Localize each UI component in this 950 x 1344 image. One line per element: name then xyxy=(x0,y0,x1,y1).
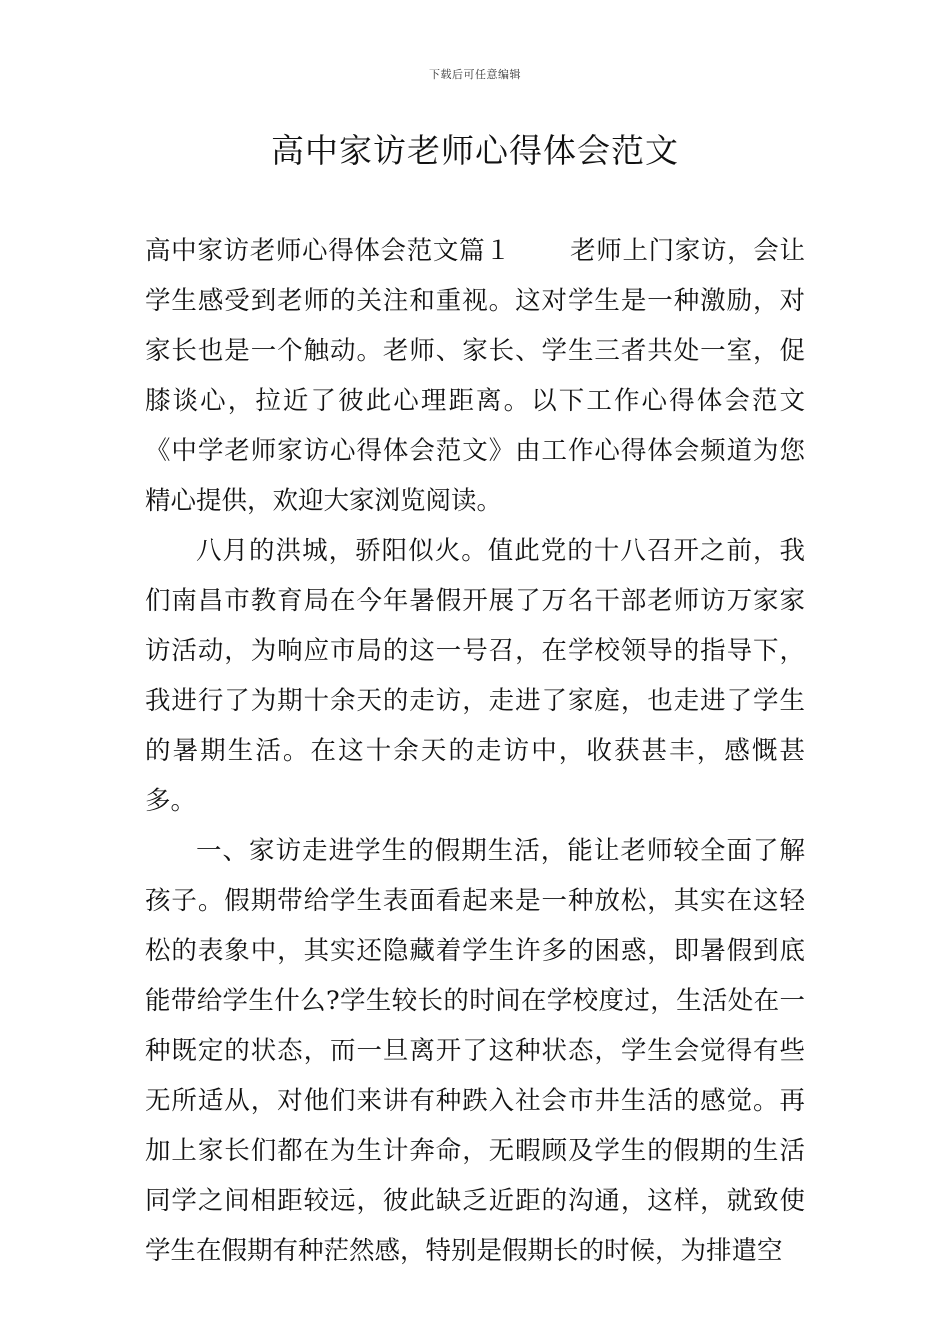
paragraph-2: 八月的洪城，骄阳似火。值此党的十八召开之前，我们南昌市教育局在今年暑假开展了万名干部老师访万家家访活动，为响应市局的这一号召，在学校领导的指导下，我进行了为期十余天的走访，走进了家庭，也走进了学生的暑期生活。在这十余天的走访中，收获甚丰，感慨甚多。 xyxy=(145,536,805,816)
header-note: 下载后可任意编辑 xyxy=(429,68,521,81)
paragraph-1-text: 老师上门家访，会让学生感受到老师的关注和重视。这对学生是一种激励，对家长也是一个触动。老师、家长、学生三者共处一室，促膝谈心，拉近了彼此心理距离。以下工作心得体会范文《中学老师家访心得体会范文》由工作心得体会频道为您精心提供，欢迎大家浏览阅读。 xyxy=(145,236,805,516)
document-title: 高中家访老师心得体会范文 xyxy=(271,131,679,170)
paragraph-3: 一、家访走进学生的假期生活，能让老师较全面了解孩子。假期带给学生表面看起来是一种放松，其实在这轻松的表象中，其实还隐藏着学生许多的困惑，即暑假到底能带给学生什么?学生较长的时间在学校度过，生活处在一种既定的状态，而一旦离开了这种状态，学生会觉得有些无所适从，对他们来讲有种跌入社会市井生活的感觉。再加上家长们都在为生计奔命，无暇顾及学生的假期的生活同学之间相距较远，彼此缺乏近距的沟通，这样，就致使学生在假期有种茫然感，特别是假期长的时候，为排遣空 xyxy=(145,836,805,1266)
paragraph-1-lead: 高中家访老师心得体会范文篇１ xyxy=(145,236,512,266)
document-body xyxy=(145,226,805,1276)
paragraph-1 xyxy=(145,226,805,526)
